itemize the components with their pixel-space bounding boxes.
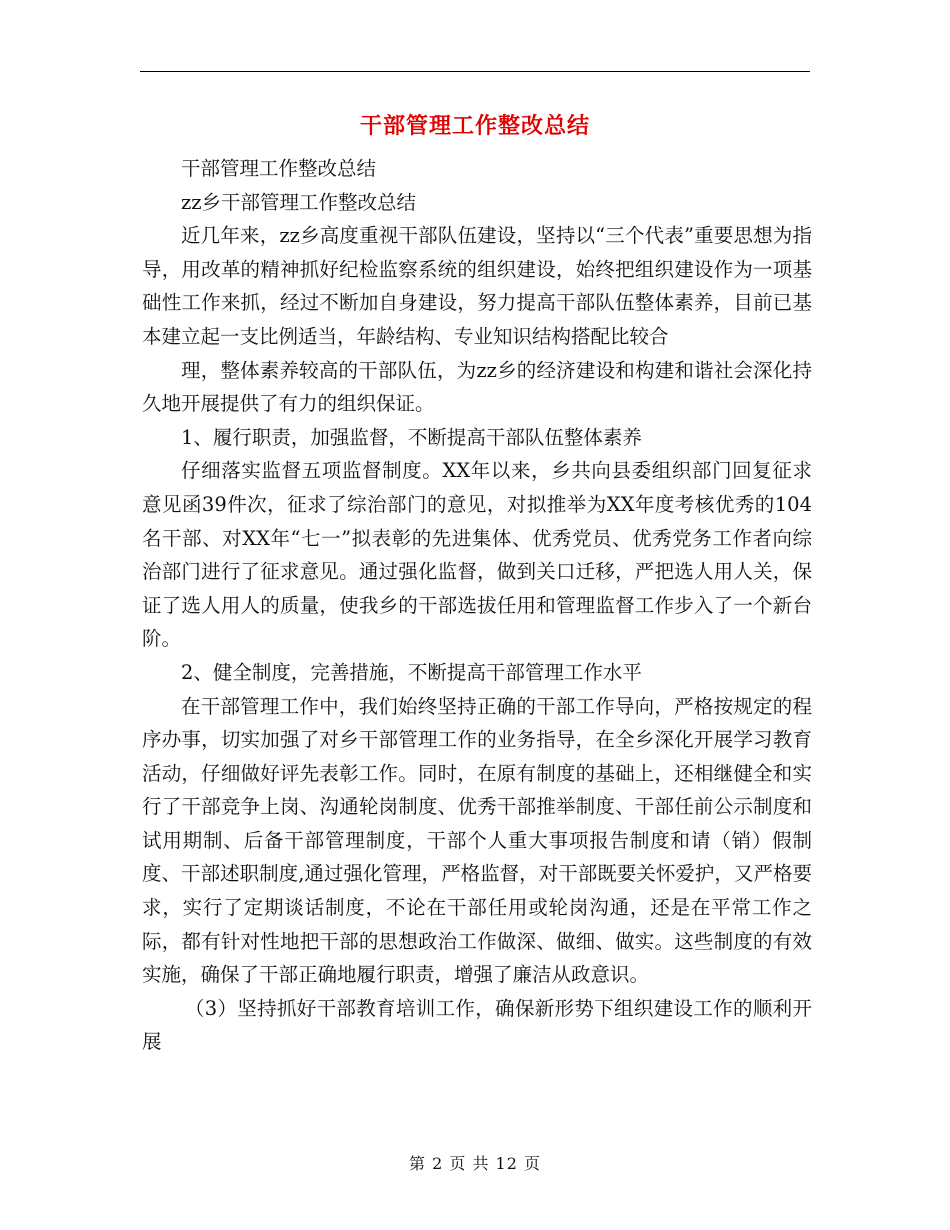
page-footer: 第 2 页 共 12 页 [409,1154,541,1173]
section-heading-2: 2、健全制度，完善措施，不断提高干部管理工作水平 [181,660,642,684]
paragraph-section-2: 在干部管理工作中，我们始终坚持正确的干部工作导向，严格按规定的程序办事，切实加强了对乡干部管理工作的业务指导，在全乡深化开展学习教育活动，仔细做好评先表彰工作。同时，在原有制度的基础上，还相继健全和实行了干部竞争上岗、沟通轮岗制度、优秀干部推举制度、干部任前公示制度和试用期制、后备干部管理制度，干部个人重大事项报告制度和请（销）假制度、干部述职制度,通过强化管理，严格监督，对干部既要关怀爱护，又严格要求，实行了定期谈话制度，不论在干部任用或轮岗沟通，还是在平常工作之际，都有针对性地把干部的思想政治工作做深、做细、做实。这些制度的有效实施，确保了干部正确地履行职责，增强了廉洁从政意识。 [142,694,812,987]
paragraph-section-1: 仔细落实监督五项监督制度。XX年以来，乡共向县委组织部门回复征求意见函39件次，征求了综治部门的意见，对拟推举为XX年度考核优秀的104名干部、对XX年“七一”拟表彰的先进集体、优秀党员、优秀党务工作者向综治部门进行了征求意见。通过强化监督，做到关口迁移，严把选人用人关，保证了选人用人的质量，使我乡的干部选拔任用和管理监督工作步入了一个新台阶。 [142,459,812,651]
header-rule [140,71,810,72]
document-body [142,152,812,1059]
section-heading-1: 1、履行职责，加强监督，不断提高干部队伍整体素养 [181,425,642,449]
paragraph-heading: zz乡干部管理工作整改总结 [181,190,417,214]
paragraph-subtitle: 干部管理工作整改总结 [181,157,377,180]
document-title: 干部管理工作整改总结 [359,113,590,139]
paragraph-intro: 近几年来，zz乡高度重视干部队伍建设，坚持以“三个代表”重要思想为指导，用改革的精神抓好纪检监察系统的组织建设，始终把组织建设作为一项基础性工作来抓，经过不断加自身建设，努力提高干部队伍整体素养，目前已基本建立起一支比例适当，年龄结构、专业知识结构搭配比较合 [142,224,812,348]
paragraph-intro-continued: 理，整体素养较高的干部队伍，为zz乡的经济建设和构建和谐社会深化持久地开展提供了有力的组织保证。 [142,358,812,416]
section-heading-3: （3）坚持抓好干部教育培训工作，确保新形势下组织建设工作的顺利开展 [142,996,812,1054]
